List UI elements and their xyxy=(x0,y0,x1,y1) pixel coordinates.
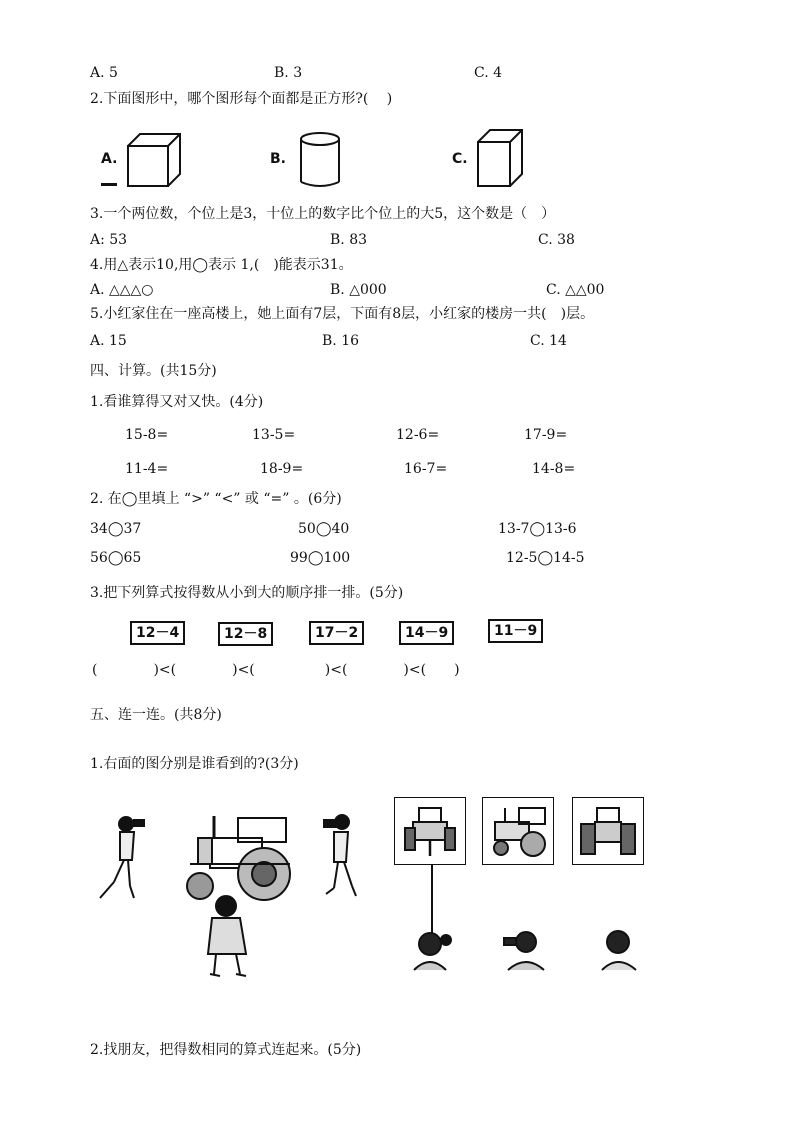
s4-p3-title: 3.把下列算式按得数从小到大的顺序排一排。(5分) xyxy=(90,585,404,601)
compare-item: 50◯40 xyxy=(298,521,350,537)
tractor-scene-illustration xyxy=(90,808,360,1008)
calc-item: 12-6= xyxy=(396,427,440,443)
s4-p2-title: 2. 在◯里填上 “>” “<” 或 “=” 。(6分) xyxy=(90,491,342,507)
compare-item: 12-5◯14-5 xyxy=(506,550,585,566)
q1-option-c: C. 4 xyxy=(474,65,503,81)
q2-stem: 2.下面图形中，哪个图形每个面都是正方形?( ) xyxy=(90,91,393,107)
section5-title: 五、连一连。(共8分) xyxy=(90,707,222,723)
calc-item: 15-8= xyxy=(125,427,169,443)
compare-item: 99◯100 xyxy=(290,550,351,566)
q5-option-b: B. 16 xyxy=(322,333,360,349)
cylinder-icon xyxy=(298,130,344,190)
calc-item: 16-7= xyxy=(404,461,448,477)
s4-p1-title: 1.看谁算得又对又快。(4分) xyxy=(90,394,264,410)
calc-item: 14-8= xyxy=(532,461,576,477)
expr-box: 11－9 xyxy=(488,619,543,643)
q4-option-a: A. △△△○ xyxy=(90,282,154,298)
cuboid-icon xyxy=(474,126,526,190)
tractor-front-view-icon xyxy=(395,798,465,864)
q2-label-a: A. xyxy=(101,151,118,167)
view-side xyxy=(482,797,554,865)
q4-option-c: C. △△00 xyxy=(546,282,605,298)
compare-item: 56◯65 xyxy=(90,550,142,566)
expr-box: 12－8 xyxy=(218,622,273,646)
s5-p1-title: 1.右面的图分别是谁看到的?(3分) xyxy=(90,756,299,772)
q3-option-c: C. 38 xyxy=(538,232,575,248)
compare-item: 34◯37 xyxy=(90,521,142,537)
calc-item: 17-9= xyxy=(524,427,568,443)
q1-option-a: A. 5 xyxy=(90,65,118,81)
q4-option-b: B. △000 xyxy=(330,282,387,298)
q2-label-c: C. xyxy=(452,151,468,167)
order-line: ( )<( )<( )<( )<( ) xyxy=(92,662,460,678)
section4-title: 四、计算。(共15分) xyxy=(90,363,217,379)
q5-option-c: C. 14 xyxy=(530,333,567,349)
tractor-side-view-icon xyxy=(483,798,553,864)
expr-box: 17－2 xyxy=(309,621,364,645)
calc-item: 13-5= xyxy=(252,427,296,443)
q3-option-b: B. 83 xyxy=(330,232,368,248)
q4-stem: 4.用△表示10,用◯表示 1,( )能表示31。 xyxy=(90,257,353,273)
q5-stem: 5.小红家住在一座高楼上，她上面有7层，下面有8层，小红家的楼房一共( )层。 xyxy=(90,306,595,322)
q3-option-a: A: 53 xyxy=(90,232,128,248)
q1-option-b: B. 3 xyxy=(274,65,303,81)
expr-box: 12－4 xyxy=(130,621,185,645)
calc-item: 18-9= xyxy=(260,461,304,477)
scan-mark xyxy=(101,183,117,186)
tractor-back-view-icon xyxy=(573,798,643,864)
q2-label-b: B. xyxy=(270,151,286,167)
q5-option-a: A. 15 xyxy=(90,333,127,349)
observer-heads-illustration xyxy=(408,924,668,972)
q3-stem: 3.一个两位数，个位上是3，十位上的数字比个位上的大5，这个数是（ ） xyxy=(90,206,556,222)
s5-p2-title: 2.找朋友，把得数相同的算式连起来。(5分) xyxy=(90,1042,362,1058)
compare-item: 13-7◯13-6 xyxy=(498,521,577,537)
cube-icon xyxy=(124,130,184,190)
expr-box: 14－9 xyxy=(399,621,454,645)
view-back xyxy=(572,797,644,865)
calc-item: 11-4= xyxy=(125,461,169,477)
view-front xyxy=(394,797,466,865)
